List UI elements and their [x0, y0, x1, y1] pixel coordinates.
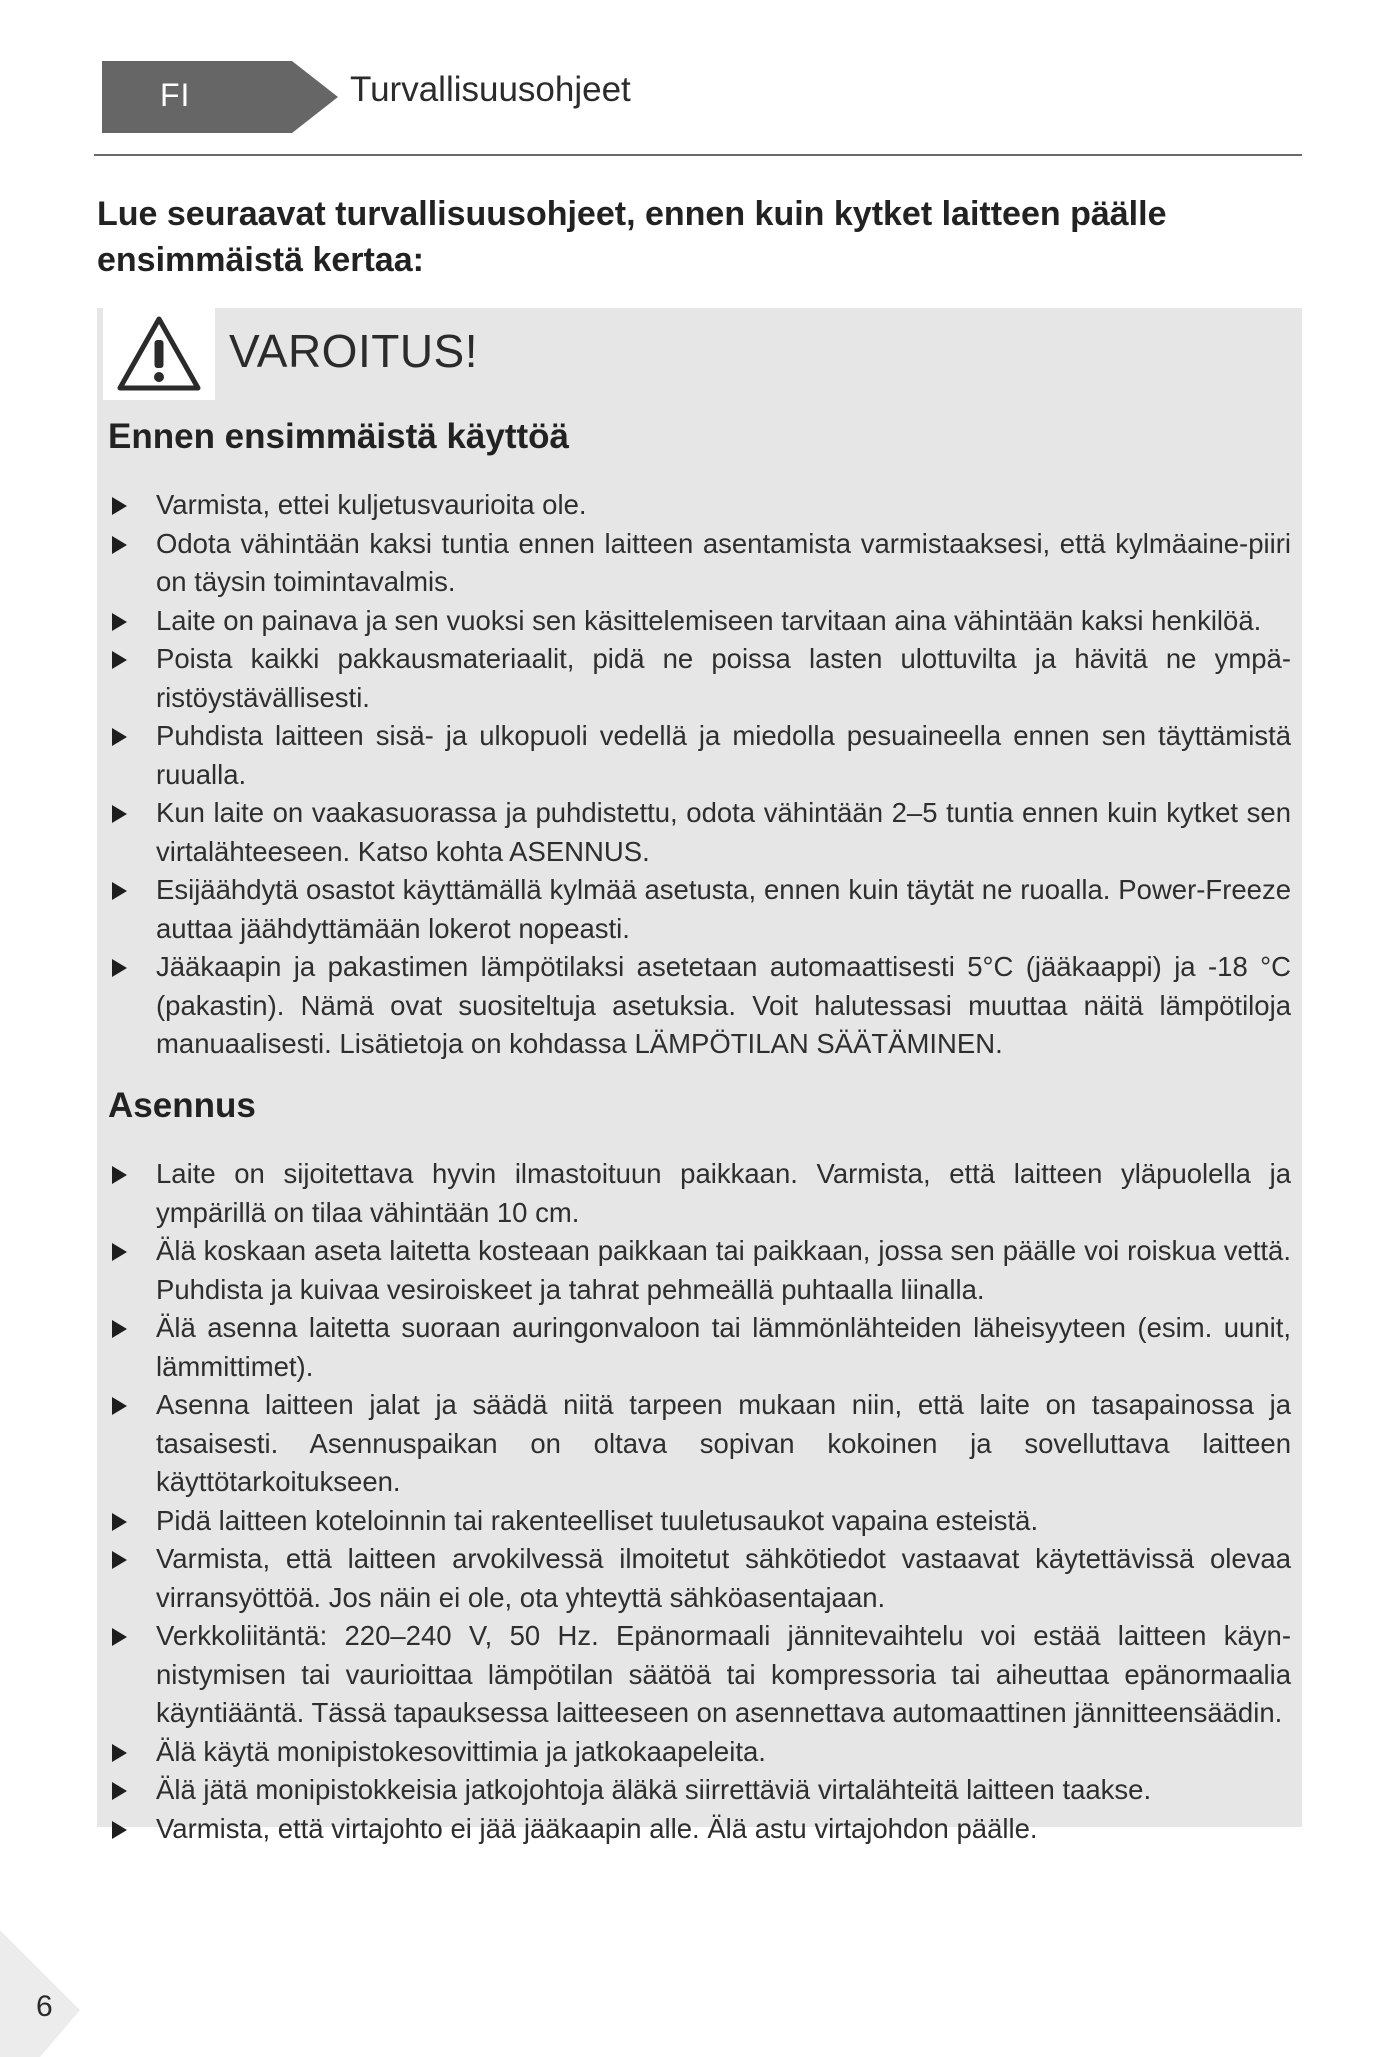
- subheading-installation: Asennus: [108, 1086, 256, 1125]
- list-item: Älä asenna laitetta suoraan auringonvaloon tai lämmönlähteiden läheisyyteen (esim. uunit, lämmittimet).: [108, 1309, 1302, 1386]
- intro-heading: Lue seuraavat turvallisuusohjeet, ennen kuin kytket laitteen päälle ensimmäistä kertaa:: [97, 195, 1167, 279]
- warning-icon-box: [103, 308, 215, 400]
- language-code: FI: [160, 77, 191, 113]
- bullet-arrow-icon: [112, 1243, 127, 1261]
- language-tab: [102, 61, 340, 133]
- list-item: Verkkoliitäntä: 220–240 V, 50 Hz. Epänormaali jännitevaihtelu voi estää laitteen käyn-nistymisen tai vaurioittaa lämpötilan säätöä tai kompressoria tai aiheuttaa epänormaalia käyntiääntä. Tässä tapauksessa laitteeseen on asennettava automaattinen jännitteensäädin.: [108, 1617, 1302, 1733]
- bullet-arrow-icon: [112, 882, 127, 900]
- list-item: Laite on sijoitettava hyvin ilmastoituun paikkaan. Varmista, että laitteen yläpuolella ja ympärillä on tilaa vähintään 10 cm.: [108, 1155, 1302, 1232]
- list-item: Puhdista laitteen sisä- ja ulkopuoli vedellä ja miedolla pesuaineella ennen sen täyttämistä ruualla.: [108, 717, 1302, 794]
- subheading-before-first-use: Ennen ensimmäistä käyttöä: [108, 417, 569, 456]
- bullet-arrow-icon: [112, 1744, 127, 1762]
- list-item: Varmista, ettei kuljetusvaurioita ole.: [108, 486, 1302, 525]
- warning-label: VAROITUS!: [229, 325, 479, 377]
- warning-panel: [97, 308, 1302, 1844]
- list-item: Kun laite on vaakasuorassa ja puhdistettu, odota vähintään 2–5 tuntia ennen kuin kytket sen virtalähteeseen. Katso kohta ASENNUS.: [108, 794, 1302, 871]
- bullet-arrow-icon: [112, 1166, 127, 1184]
- list-item: Poista kaikki pakkausmateriaalit, pidä ne poissa lasten ulottuvilta ja hävitä ne ympä-ristöystävällisesti.: [108, 640, 1302, 717]
- before-first-use-list: [108, 486, 1302, 1064]
- list-item: Älä jätä monipistokkeisia jatkojohtoja äläkä siirrettäviä virtalähteitä laitteen taakse.: [108, 1771, 1302, 1810]
- bullet-arrow-icon: [112, 1551, 127, 1569]
- page-number: 6: [36, 1990, 53, 2023]
- list-item: Esijäähdytä osastot käyttämällä kylmää asetusta, ennen kuin täytät ne ruoalla. Power-Freeze auttaa jäähdyttämään lokerot nopeasti.: [108, 871, 1302, 948]
- list-item: Älä koskaan aseta laitetta kosteaan paikkaan tai paikkaan, jossa sen päälle voi roiskua vettä. Puhdista ja kuivaa vesiroiskeet ja tahrat pehmeällä puhtaalla liinalla.: [108, 1232, 1302, 1309]
- list-item: Jääkaapin ja pakastimen lämpötilaksi asetetaan automaattisesti 5°C (jääkaappi) ja -18 °C (pakastin). Nämä ovat suositeltuja asetuksia. Voit halutessasi muuttaa näitä lämpötiloja manuaalisesti. Lisätietoja on kohdassa LÄMPÖTILAN SÄÄTÄMINEN.: [108, 948, 1302, 1064]
- language-tab-shape: [102, 61, 340, 133]
- bullet-arrow-icon: [112, 613, 127, 631]
- bullet-arrow-icon: [112, 1782, 127, 1800]
- list-item: Asenna laitteen jalat ja säädä niitä tarpeen mukaan niin, että laite on tasapainossa ja tasaisesti. Asennuspaikan on oltava sopivan kokoinen ja sovelluttava laitteen käyttötarkoitukseen.: [108, 1386, 1302, 1502]
- bullet-arrow-icon: [112, 1821, 127, 1839]
- bullet-arrow-icon: [112, 805, 127, 823]
- list-item: Varmista, että virtajohto ei jää jääkaapin alle. Älä astu virtajohdon päälle.: [108, 1810, 1302, 1849]
- installation-list: [108, 1155, 1302, 1848]
- list-item: Laite on painava ja sen vuoksi sen käsittelemiseen tarvitaan aina vähintään kaksi henkilöä.: [108, 602, 1302, 641]
- bullet-arrow-icon: [112, 959, 127, 977]
- list-item: Älä käytä monipistokesovittimia ja jatkokaapeleita.: [108, 1733, 1302, 1772]
- bullet-arrow-icon: [112, 728, 127, 746]
- bullet-arrow-icon: [112, 1513, 127, 1531]
- list-item: Odota vähintään kaksi tuntia ennen laitteen asentamista varmistaaksesi, että kylmäaine-piiri on täysin toimintavalmis.: [108, 525, 1302, 602]
- list-item: Varmista, että laitteen arvokilvessä ilmoitetut sähkötiedot vastaavat käytettävissä olevaa virransyöttöä. Jos näin ei ole, ota yhteyttä sähköasentajaan.: [108, 1540, 1302, 1617]
- bullet-arrow-icon: [112, 536, 127, 554]
- bullet-arrow-icon: [112, 1397, 127, 1415]
- bullet-arrow-icon: [112, 1628, 127, 1646]
- section-title: Turvallisuusohjeet: [350, 70, 631, 109]
- header-divider: [94, 154, 1302, 156]
- warning-triangle-icon: [115, 314, 203, 394]
- bullet-arrow-icon: [112, 651, 127, 669]
- list-item: Pidä laitteen koteloinnin tai rakenteelliset tuuletusaukot vapaina esteistä.: [108, 1502, 1302, 1541]
- bullet-arrow-icon: [112, 1320, 127, 1338]
- bullet-arrow-icon: [112, 497, 127, 515]
